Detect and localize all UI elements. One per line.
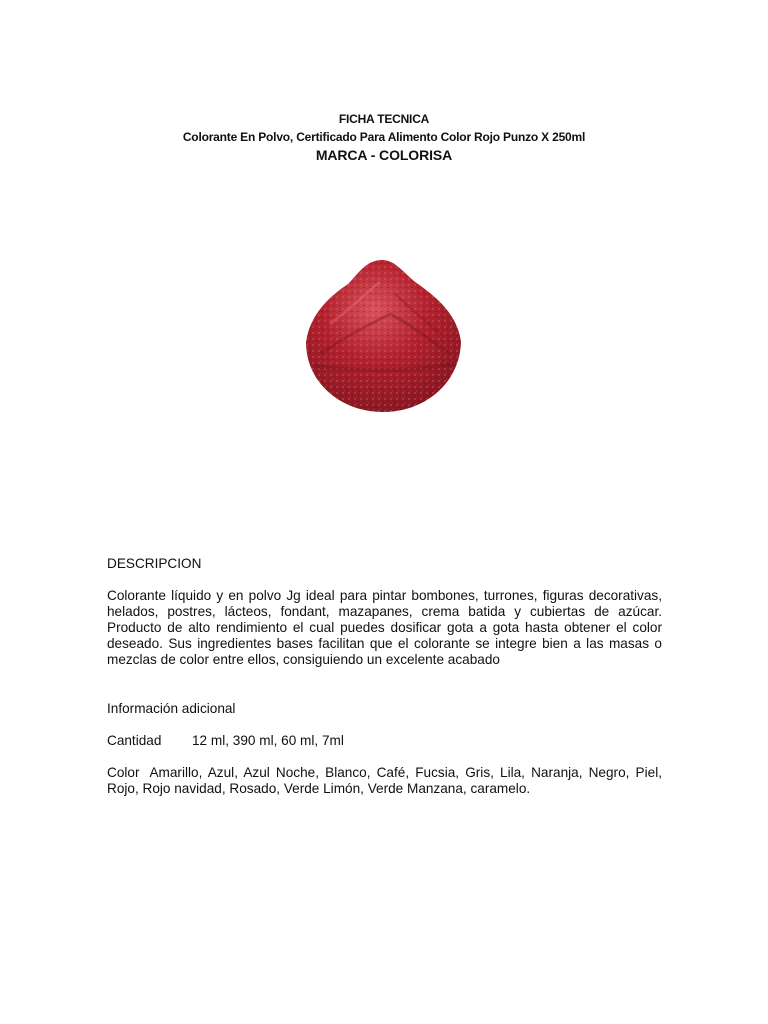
quantity-row [107, 733, 662, 749]
description-heading: DESCRIPCION [107, 556, 202, 571]
color-row [107, 765, 662, 797]
brand-line: MARCA - COLORISA [315, 147, 453, 163]
document-title: FICHA TECNICA [338, 112, 430, 126]
quantity-label: Cantidad [107, 733, 162, 748]
quantity-value: 12 ml, 390 ml, 60 ml, 7ml [192, 733, 344, 748]
product-image [300, 254, 466, 414]
document-header [0, 110, 768, 164]
red-powder-pile-graphic [300, 254, 466, 414]
description-text: Colorante líquido y en polvo Jg ideal para pintar bombones, turrones, figuras decorativas, helados, postres, lácteos, fondant, mazapanes, crema batida y cubiertas de azúcar. Producto de alto rendimiento el cual puedes dosificar gota a gota hasta obtener el color deseado. Sus ingredientes bases facilitan que el colorante se integre bien a las masas o mezclas de color entre ellos, consiguiendo un excelente acabado [107, 588, 662, 667]
color-label: Color [107, 765, 140, 780]
product-name: Colorante En Polvo, Certificado Para Alimento Color Rojo Punzo X 250ml [182, 130, 586, 144]
additional-info-heading: Información adicional [107, 701, 236, 716]
color-value: Amarillo, Azul, Azul Noche, Blanco, Café, Fucsia, Gris, Lila, Naranja, Negro, Piel, Rojo, Rojo navidad, Rosado, Verde Limón, Verde Manzana, caramelo. [107, 765, 662, 796]
